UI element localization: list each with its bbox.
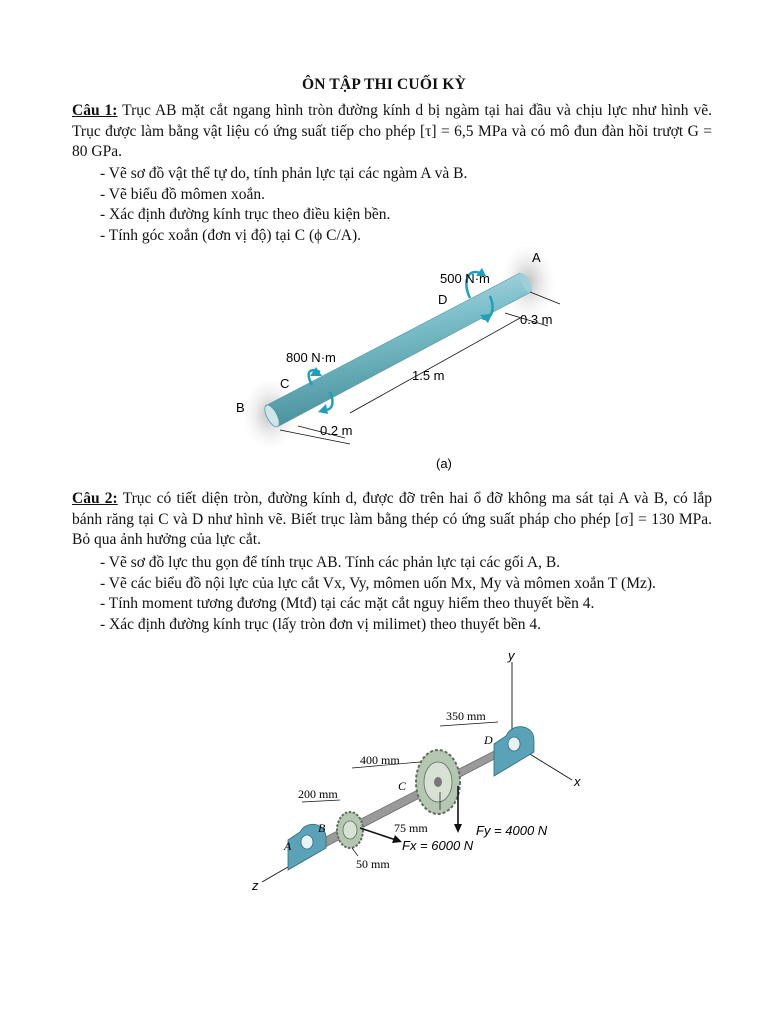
label-A2: A <box>284 839 292 853</box>
dim-200: 200 mm <box>298 787 338 801</box>
force-y-label: Fy = 4000 N <box>476 823 548 838</box>
gear-C <box>416 750 460 814</box>
bearing-D <box>494 727 534 776</box>
page-title: ÔN TẬP THI CUỐI KỲ <box>301 76 467 93</box>
label-A: A <box>532 250 541 265</box>
dim-50: 50 mm <box>356 857 390 871</box>
gear-B <box>337 812 363 848</box>
axis-y-label: y <box>508 648 515 663</box>
q1-bullet: - Vẽ biểu đồ mômen xoắn. <box>100 185 266 203</box>
axis-x-label: x <box>574 774 581 789</box>
q2-label: Câu 2: <box>72 490 118 507</box>
dim-350: 350 mm <box>446 709 486 723</box>
dim-DA: 0.3 m <box>520 312 553 327</box>
force-x-label: Fx = 6000 N <box>402 838 474 853</box>
label-D: D <box>438 292 448 307</box>
figure-caption: (a) <box>436 456 452 471</box>
q1-bullet: - Vẽ sơ đồ vật thể tự do, tính phản lực tại các ngàm A và B. <box>100 165 468 182</box>
q1-intro: Trục AB mặt cắt ngang hình tròn đường kính d bị ngàm tại hai đầu và chịu lực như hình vẽ. Trục được làm bằng vật liệu có ứng suất tiếp cho phép [τ] = 6,5 MPa và có mô đun đàn hồi trượt G = 80 GPa. <box>72 102 712 161</box>
label-B: B <box>236 400 245 415</box>
dim-CD: 1.5 m <box>412 368 445 383</box>
label-C2: C <box>398 779 407 793</box>
torque-C-label: 800 N·m <box>286 350 336 365</box>
dim-75: 75 mm <box>394 821 428 835</box>
q1-bullet: - Xác định đường kính trục theo điều kiện bền. <box>100 206 391 224</box>
q1-label: Câu 1: <box>72 102 118 119</box>
label-B2: B <box>318 821 326 835</box>
q2-bullet: - Vẽ sơ đồ lực thu gọn để tính trục AB. Tính các phản lực tại các gối A, B. <box>100 554 561 571</box>
q2-intro: Trục có tiết diện tròn, đường kính d, được đỡ trên hai ổ đỡ không ma sát tại A và B, có lắp bánh răng tại C và D như hình vẽ. Biết trục làm bằng thép có ứng suất pháp cho phép [σ] = 130 MPa. Bỏ qua ảnh hưởng của lực cắt. <box>72 490 712 549</box>
q1-bullet: - Tính góc xoắn (đơn vị độ) tại C (ϕ C/A). <box>100 226 362 244</box>
label-C: C <box>280 376 290 391</box>
torque-D-label: 500 N·m <box>440 271 490 286</box>
label-D2: D <box>484 733 493 747</box>
q2-bullet: - Tính moment tương đương (Mtđ) tại các mặt cắt nguy hiểm theo thuyết bền 4. <box>100 595 595 613</box>
dim-400: 400 mm <box>360 753 400 767</box>
q2-bullet: - Vẽ các biểu đồ nội lực của lực cắt Vx, Vy, mômen uốn Mx, My và mômen xoắn T (Mz). <box>100 574 656 592</box>
dim-BC: 0.2 m <box>320 423 353 438</box>
q2-bullet: - Xác định đường kính trục (lấy tròn đơn vị milimet) theo thuyết bền 4. <box>100 615 542 633</box>
axis-z-label: z <box>252 878 259 893</box>
